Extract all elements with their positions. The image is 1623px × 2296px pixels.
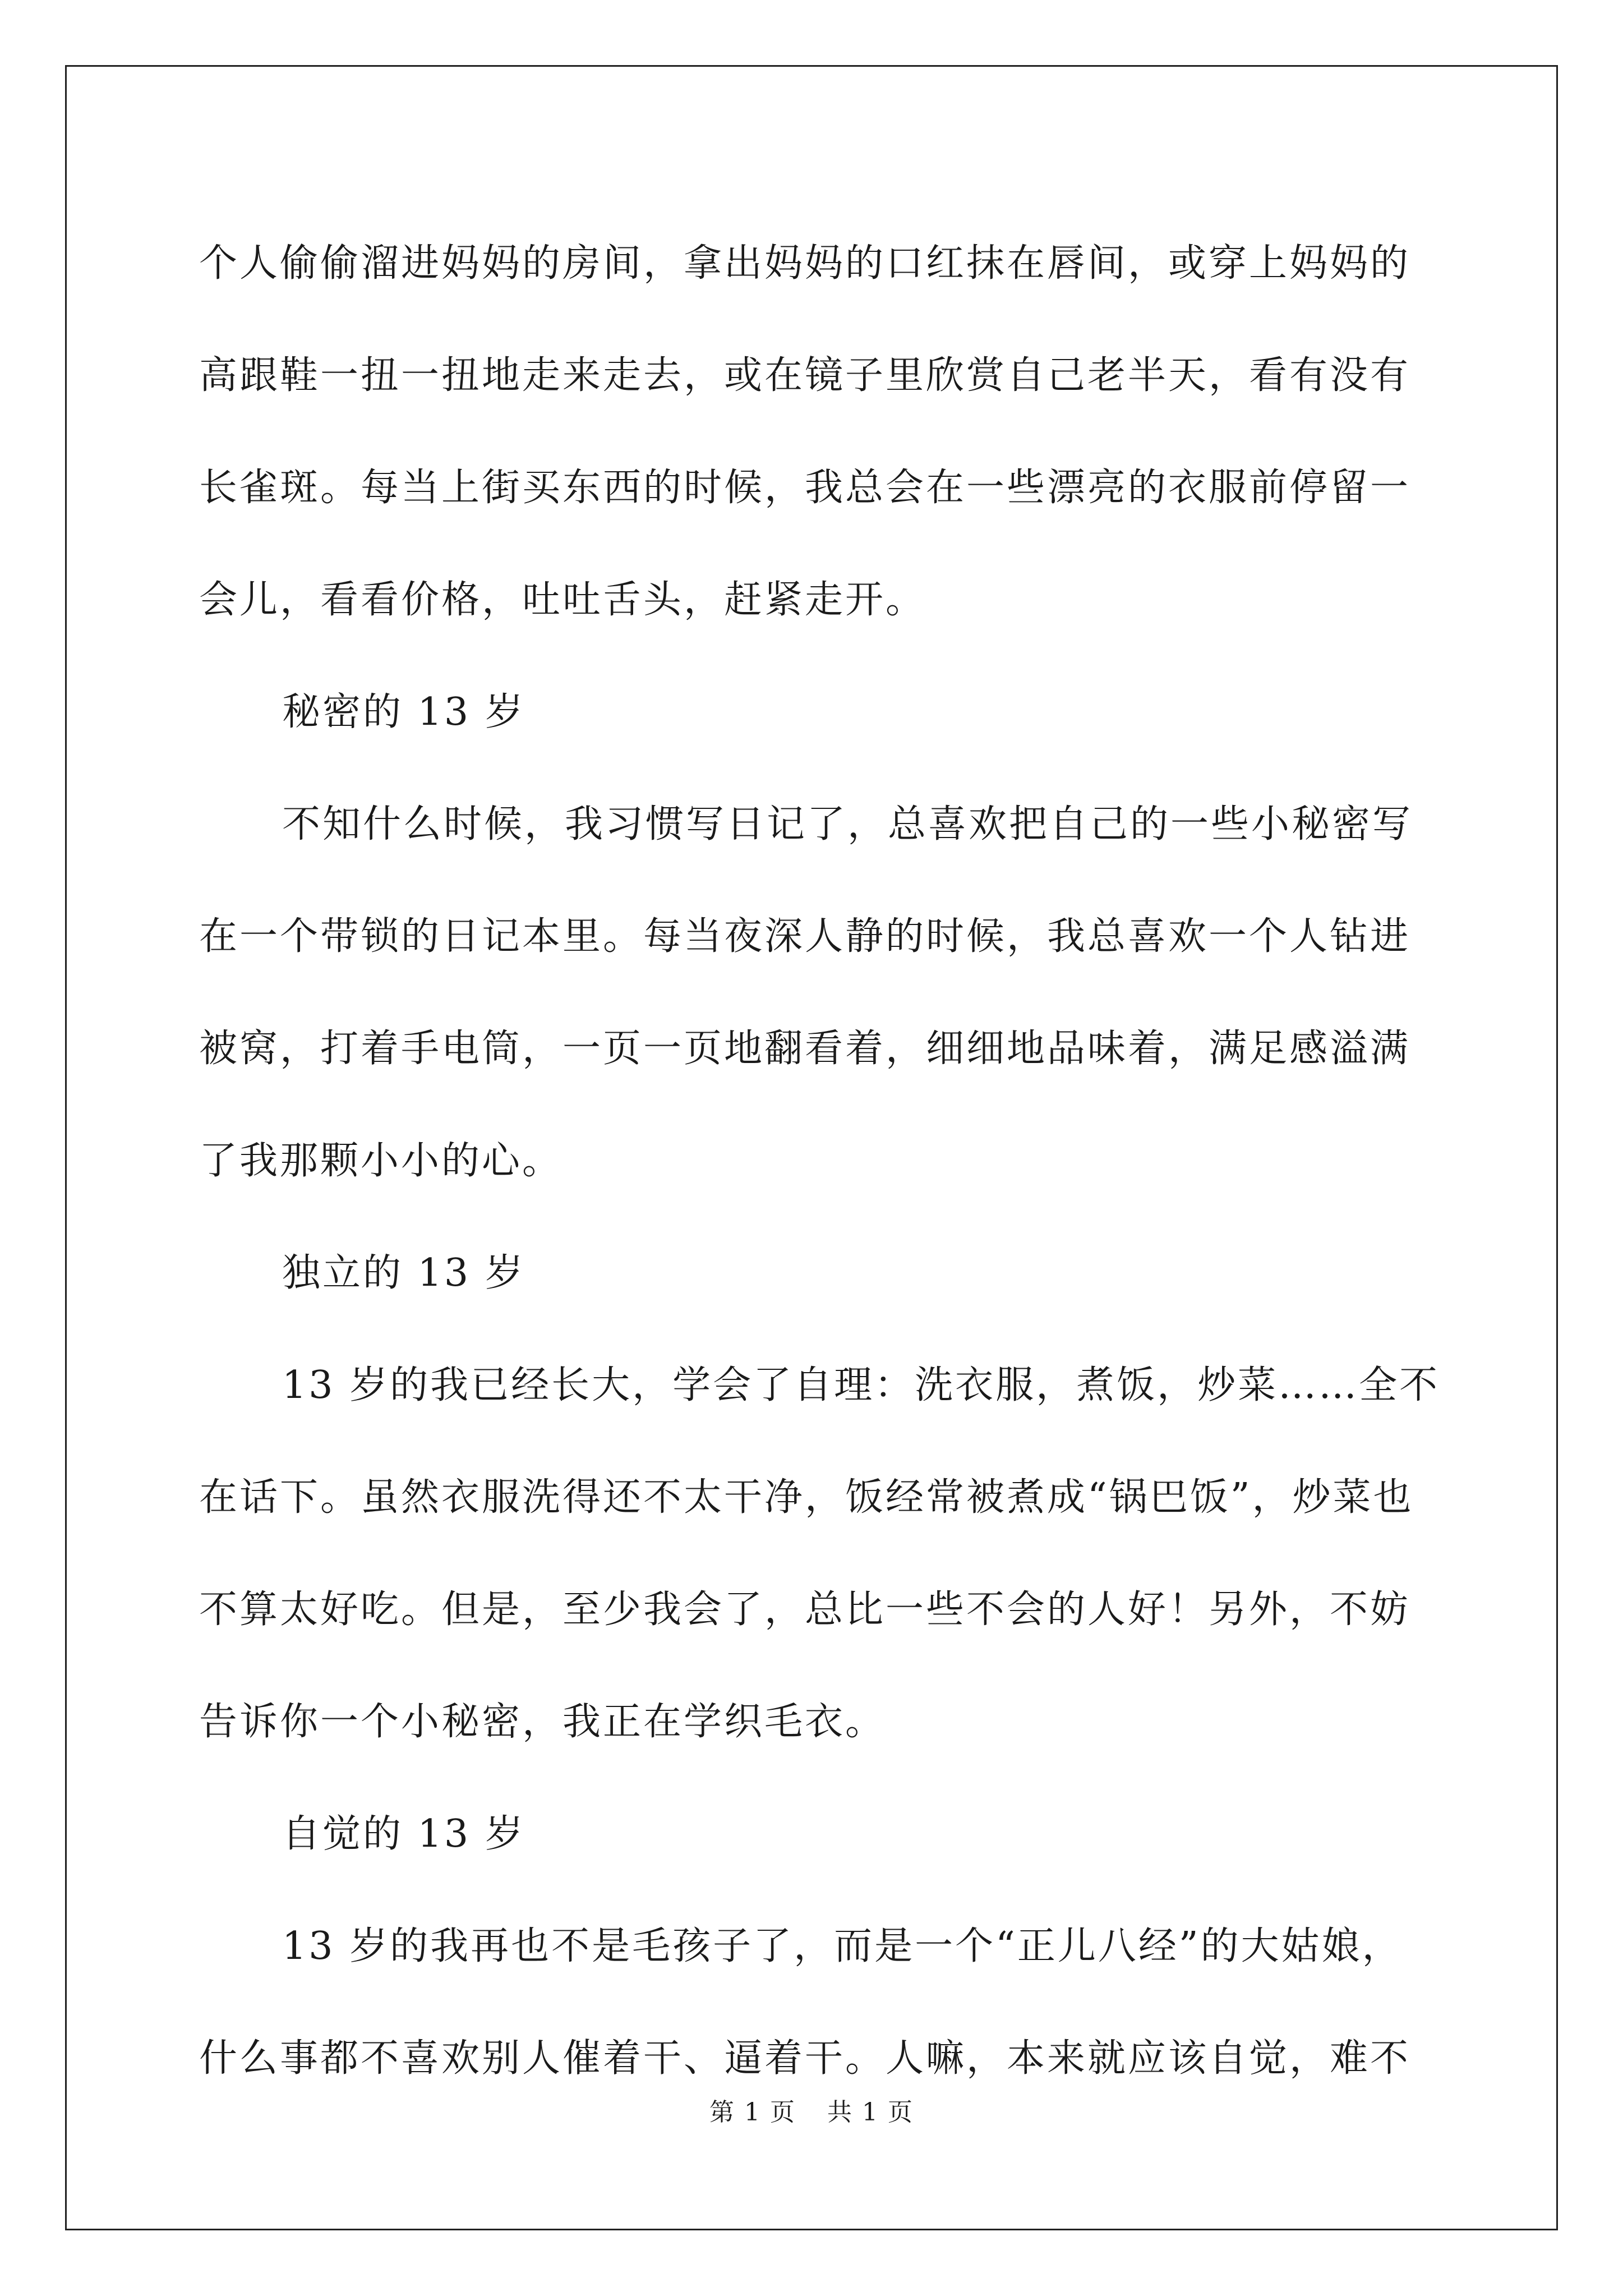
section-heading: 自觉的 13 岁 bbox=[282, 1812, 525, 1856]
body-line: 高跟鞋一扭一扭地走来走去，或在镜子里欣赏自己老半天，看有没有 bbox=[199, 353, 1411, 398]
body-line: 在话下。虽然衣服洗得还不太干净，饭经常被煮成“锅巴饭”，炒菜也 bbox=[199, 1475, 1414, 1520]
body-line: 被窝，打着手电筒，一页一页地翻看着，细细地品味着，满足感溢满 bbox=[199, 1027, 1411, 1071]
page-total: 共 1 页 bbox=[827, 2098, 914, 2127]
section-heading: 秘密的 13 岁 bbox=[282, 690, 525, 734]
body-line: 个人偷偷溜进妈妈的房间，拿出妈妈的口红抹在唇间，或穿上妈妈的 bbox=[199, 241, 1411, 286]
body-line: 会儿，看看价格，吐吐舌头，赶紧走开。 bbox=[199, 578, 926, 622]
body-line: 不算太好吃。但是，至少我会了，总比一些不会的人好！另外，不妨 bbox=[199, 1588, 1411, 1632]
document-body bbox=[199, 208, 1438, 2115]
body-line: 在一个带锁的日记本里。每当夜深人静的时候，我总喜欢一个人钻进 bbox=[199, 914, 1411, 959]
paragraph-first-line: 不知什么时候，我习惯写日记了，总喜欢把自己的一些小秘密写 bbox=[282, 802, 1413, 846]
body-line: 了我那颗小小的心。 bbox=[199, 1139, 563, 1183]
body-line: 长雀斑。每当上街买东西的时候，我总会在一些漂亮的衣服前停留一 bbox=[199, 466, 1411, 510]
section-heading: 独立的 13 岁 bbox=[282, 1251, 525, 1295]
body-line: 告诉你一个小秘密，我正在学织毛衣。 bbox=[199, 1700, 886, 1744]
paragraph-first-line: 13 岁的我已经长大，学会了自理：洗衣服，煮饭，炒菜……全不 bbox=[282, 1363, 1440, 1407]
page-footer bbox=[0, 2097, 1623, 2128]
body-line: 什么事都不喜欢别人催着干、逼着干。人嘛，本来就应该自觉，难不 bbox=[199, 2036, 1411, 2081]
page-number: 第 1 页 bbox=[709, 2098, 796, 2127]
paragraph-first-line: 13 岁的我再也不是毛孩子了，而是一个“正儿八经”的大姑娘， bbox=[282, 1924, 1403, 1968]
